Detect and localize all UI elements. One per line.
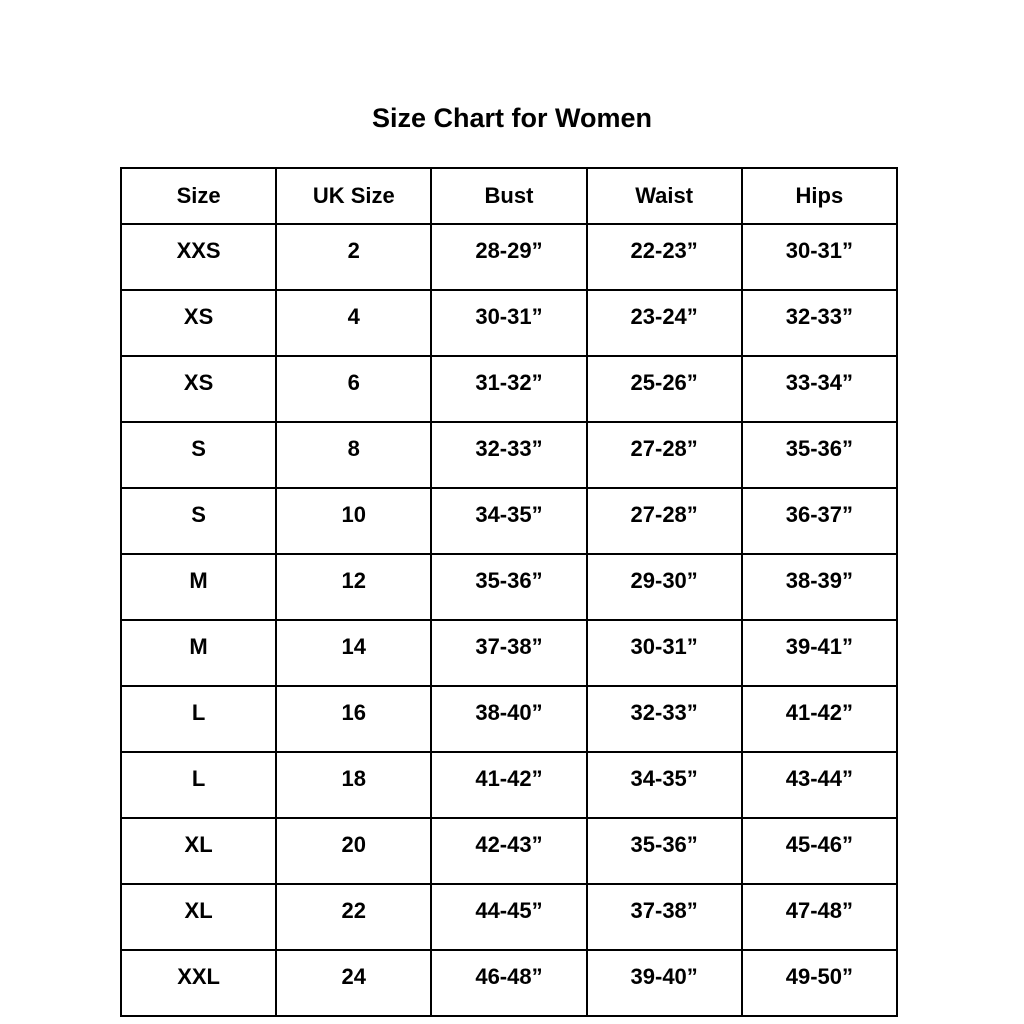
header-row [121, 168, 897, 224]
table-cell: 32-33” [742, 290, 897, 356]
table-row [121, 752, 897, 818]
table-cell: 42-43” [431, 818, 586, 884]
table-cell: 39-41” [742, 620, 897, 686]
table-cell: XL [121, 818, 276, 884]
column-header-uk-size: UK Size [276, 168, 431, 224]
table-cell: 44-45” [431, 884, 586, 950]
table-row [121, 224, 897, 290]
column-header-hips: Hips [742, 168, 897, 224]
table-cell: 4 [276, 290, 431, 356]
table-cell: 30-31” [431, 290, 586, 356]
size-chart-table [120, 167, 898, 1017]
table-cell: 33-34” [742, 356, 897, 422]
table-cell: 22 [276, 884, 431, 950]
table-cell: M [121, 554, 276, 620]
table-row [121, 422, 897, 488]
column-header-bust: Bust [431, 168, 586, 224]
table-cell: M [121, 620, 276, 686]
table-cell: 36-37” [742, 488, 897, 554]
size-table-body [121, 224, 897, 1016]
table-cell: 37-38” [587, 884, 742, 950]
table-cell: 38-39” [742, 554, 897, 620]
table-cell: XXS [121, 224, 276, 290]
table-cell: 38-40” [431, 686, 586, 752]
table-cell: 28-29” [431, 224, 586, 290]
table-cell: 22-23” [587, 224, 742, 290]
table-cell: 8 [276, 422, 431, 488]
table-cell: 16 [276, 686, 431, 752]
table-cell: 47-48” [742, 884, 897, 950]
table-cell: S [121, 422, 276, 488]
table-cell: XS [121, 356, 276, 422]
table-cell: 35-36” [431, 554, 586, 620]
table-cell: 2 [276, 224, 431, 290]
column-header-size: Size [121, 168, 276, 224]
table-cell: L [121, 686, 276, 752]
table-cell: 14 [276, 620, 431, 686]
column-header-waist: Waist [587, 168, 742, 224]
table-cell: 23-24” [587, 290, 742, 356]
table-row [121, 686, 897, 752]
table-cell: 12 [276, 554, 431, 620]
table-cell: 41-42” [431, 752, 586, 818]
table-cell: 37-38” [431, 620, 586, 686]
table-row [121, 488, 897, 554]
table-cell: 41-42” [742, 686, 897, 752]
table-cell: 24 [276, 950, 431, 1016]
page-title: Size Chart for Women [371, 103, 653, 133]
table-cell: L [121, 752, 276, 818]
table-cell: 45-46” [742, 818, 897, 884]
table-cell: XL [121, 884, 276, 950]
table-cell: 30-31” [587, 620, 742, 686]
table-row [121, 356, 897, 422]
table-cell: 27-28” [587, 422, 742, 488]
table-row [121, 290, 897, 356]
table-cell: 34-35” [431, 488, 586, 554]
table-cell: 18 [276, 752, 431, 818]
table-cell: XS [121, 290, 276, 356]
table-row [121, 818, 897, 884]
table-cell: 10 [276, 488, 431, 554]
table-cell: S [121, 488, 276, 554]
table-cell: 34-35” [587, 752, 742, 818]
table-cell: 46-48” [431, 950, 586, 1016]
table-cell: 25-26” [587, 356, 742, 422]
table-cell: 27-28” [587, 488, 742, 554]
table-cell: 35-36” [742, 422, 897, 488]
table-cell: 29-30” [587, 554, 742, 620]
table-cell: 20 [276, 818, 431, 884]
table-cell: 31-32” [431, 356, 586, 422]
table-row [121, 620, 897, 686]
table-cell: 43-44” [742, 752, 897, 818]
table-cell: 32-33” [431, 422, 586, 488]
table-cell: 49-50” [742, 950, 897, 1016]
table-row [121, 884, 897, 950]
table-cell: 30-31” [742, 224, 897, 290]
table-cell: XXL [121, 950, 276, 1016]
table-row [121, 950, 897, 1016]
table-cell: 6 [276, 356, 431, 422]
table-cell: 32-33” [587, 686, 742, 752]
table-row [121, 554, 897, 620]
table-cell: 35-36” [587, 818, 742, 884]
size-chart-table-header [121, 168, 897, 224]
table-cell: 39-40” [587, 950, 742, 1016]
